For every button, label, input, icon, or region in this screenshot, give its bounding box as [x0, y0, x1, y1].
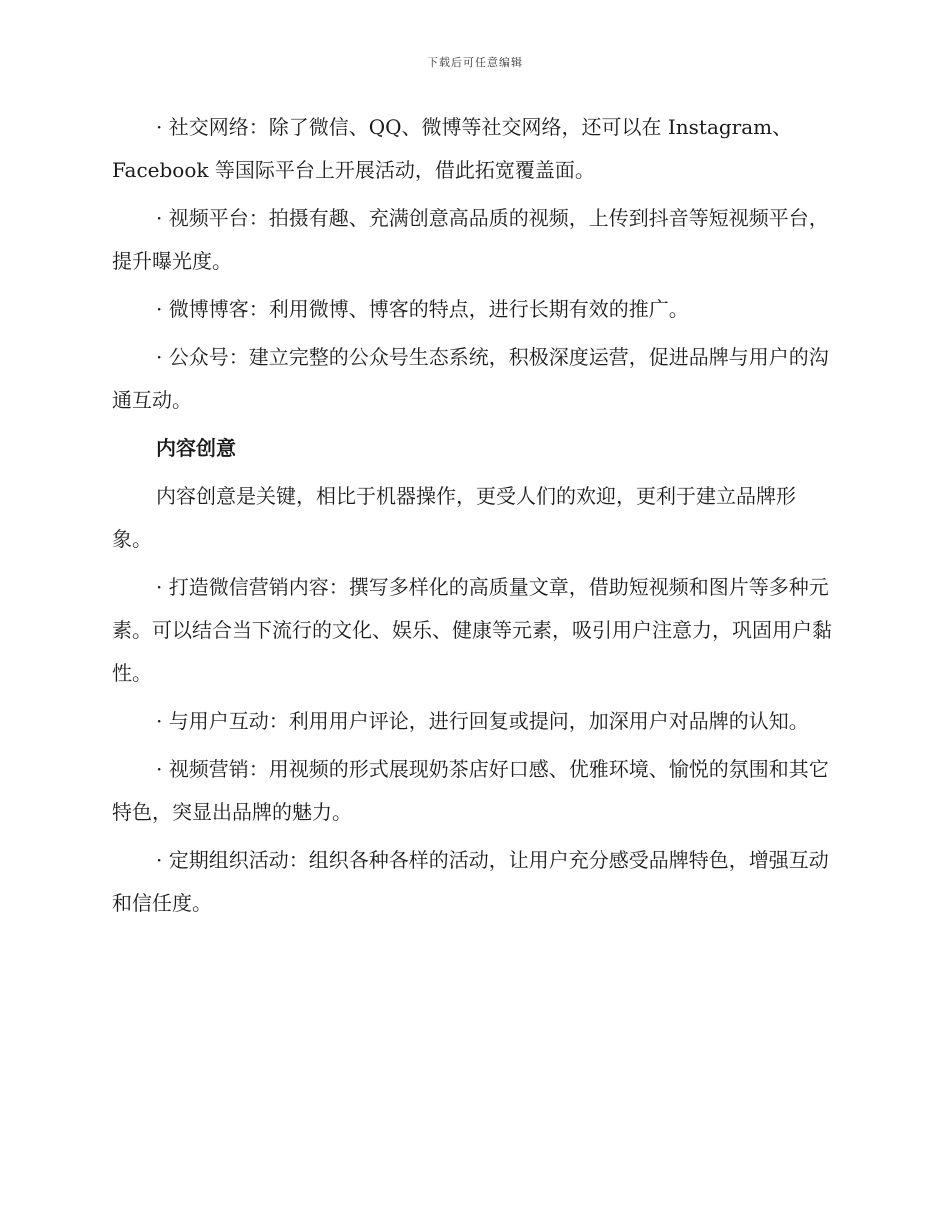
- paragraph-video-marketing: · 视频营销：用视频的形式展现奶茶店好口感、优雅环境、愉悦的氛围和其它特色，突显出品牌的魅力。: [112, 757, 829, 824]
- paragraph-video-platforms: · 视频平台：拍摄有趣、充满创意高品质的视频，上传到抖音等短视频平台，提升曝光度。: [112, 206, 829, 273]
- paragraph-weibo-blogs: · 微博博客：利用微博、博客的特点，进行长期有效的推广。: [156, 297, 689, 321]
- page-header: 下载后可任意编辑: [427, 56, 523, 69]
- paragraph-creativity-intro: 内容创意是关键，相比于机器操作，更受人们的欢迎，更利于建立品牌形象。: [112, 484, 796, 551]
- paragraph-regular-events: · 定期组织活动：组织各种各样的活动，让用户充分感受品牌特色，增强互动和信任度。: [112, 848, 829, 915]
- paragraph-social-networks: · 社交网络：除了微信、QQ、微博等社交网络，还可以在 Instagram、Facebook 等国际平台上开展活动，借此拓宽覆盖面。: [112, 115, 793, 182]
- paragraph-user-interaction: · 与用户互动：利用用户评论，进行回复或提问，加深用户对品牌的认知。: [156, 709, 809, 733]
- document-body: [112, 106, 832, 930]
- paragraph-official-accounts: · 公众号：建立完整的公众号生态系统，积极深度运营，促进品牌与用户的沟通互动。: [112, 345, 829, 412]
- section-heading-content-creativity: 内容创意: [156, 436, 236, 460]
- paragraph-wechat-content: · 打造微信营销内容：撰写多样化的高质量文章，借助短视频和图片等多种元素。可以结合当下流行的文化、娱乐、健康等元素，吸引用户注意力，巩固用户黏性。: [112, 575, 832, 685]
